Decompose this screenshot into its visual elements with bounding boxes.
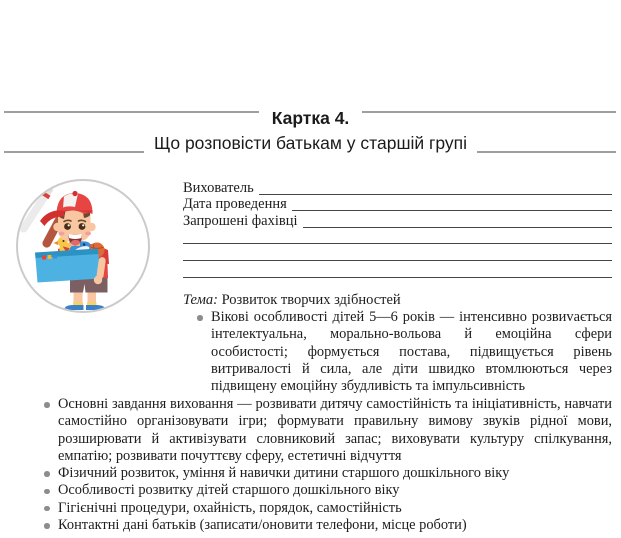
blank-write-line (183, 231, 612, 244)
date-write-line (292, 198, 612, 211)
topic-label: Тема: (183, 292, 218, 308)
page-subtitle: Що розповісти батькам у старшій групі (144, 132, 477, 155)
page-title: Картка 4. (259, 103, 363, 133)
bullet-item: Гігієнічні процедури, охайність, порядок, самостійність (43, 500, 612, 517)
specialists-label: Запрошені фахівці (183, 212, 298, 229)
blank-row (183, 246, 612, 263)
specialists-write-line (303, 215, 612, 228)
bullet-item: Основні завдання виховання — розвивати дитячу самостійність та ініціативність, навчати самостійно організовувати ігри; формувати правильну вимову звуків рідної мови, розширювати й активізувати словниковий запас; виховувати культуру спілкування, емпатію; розвивати почуттєву сферу, естетичні відчуття (43, 396, 612, 465)
blank-write-line (183, 248, 612, 261)
illustration-circle (16, 179, 150, 313)
form-row-specialists (183, 213, 612, 230)
bullet-item: Вікові особливості дітей 5—6 років — інтенсивно розвиvається інтелектуальна, морально-вольова й емоційна сфери особистості; формується постава, підвищується рівень витривалості й сила, але діти швидко втомлюються через підвищену емоційну збудливість та імпульсивність (196, 309, 612, 395)
card-title-row (0, 103, 621, 133)
main-bullet-list (43, 396, 612, 534)
topic-line (183, 292, 401, 309)
bullet-item: Особливості розвитку дітей старшого дошкільного віку (43, 482, 612, 499)
date-label: Дата проведення (183, 196, 287, 213)
topic-bullet-list (196, 309, 612, 395)
blank-write-line (183, 265, 612, 278)
topic-value: Розвиток творчих здібностей (221, 292, 401, 308)
form-row-date (183, 197, 612, 214)
bullet-item: Фізичний розвиток, уміння й навички дитини старшого дошкільного віку (43, 465, 612, 482)
card-subtitle-row (0, 132, 621, 155)
educator-label: Вихователь (183, 179, 254, 196)
form-row-educator (183, 180, 612, 197)
bullet-item: Контактні дані батьків (записати/оновити телефони, місце роботи) (43, 517, 612, 534)
form-block (183, 180, 612, 280)
educator-write-line (259, 182, 612, 195)
blank-row (183, 263, 612, 280)
blank-row (183, 230, 612, 247)
boy-with-toy-box-illustration (18, 181, 147, 310)
